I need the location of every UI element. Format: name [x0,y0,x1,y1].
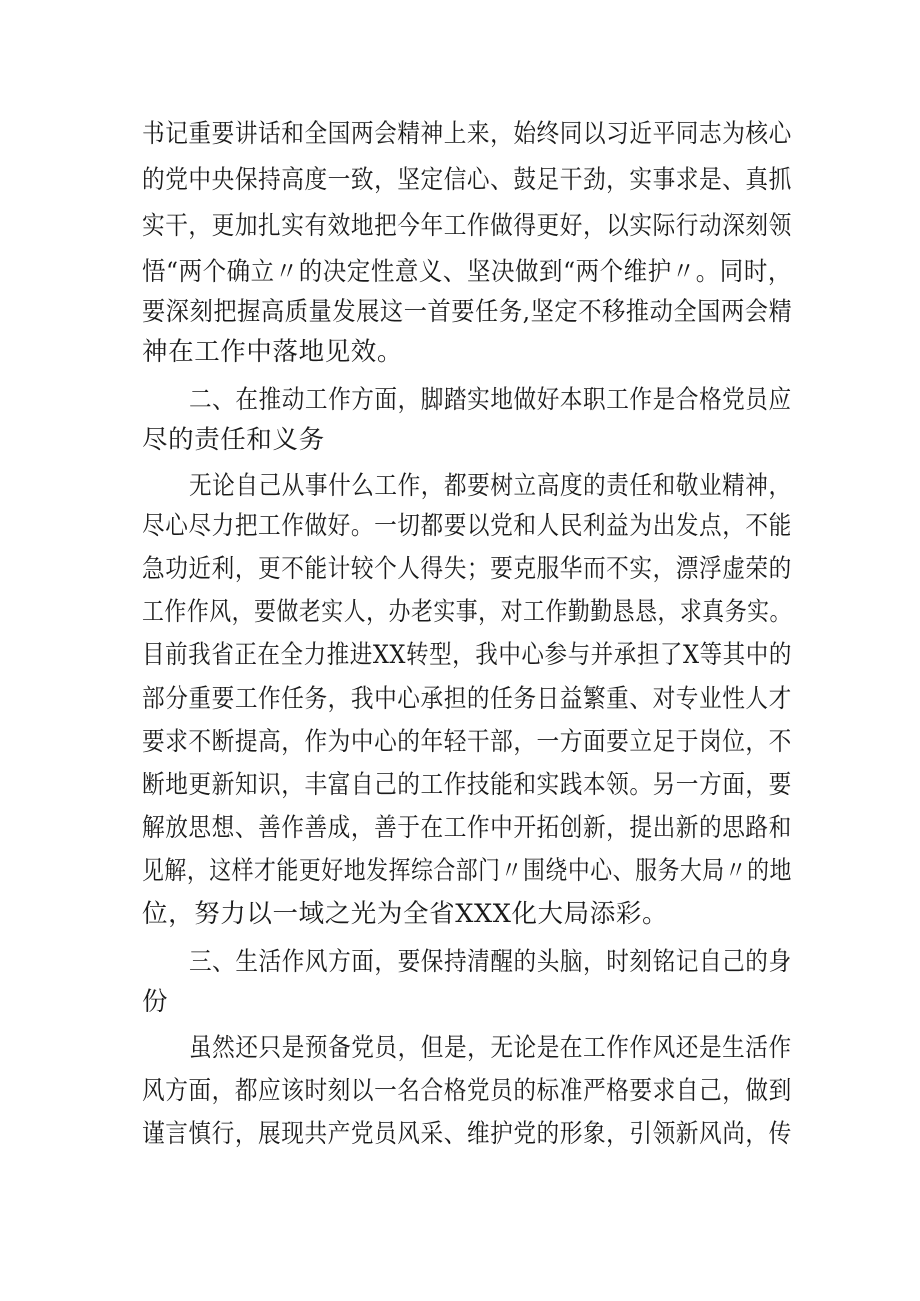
section-heading: 二、在推动工作方面，脚踏实地做好本职工作是合格党员应 [189,385,792,415]
text-line: 书记重要讲话和全国两会精神上来，始终同以习近平同志为核心 [142,119,792,149]
section-heading: 份 [142,987,169,1017]
text-line: 目前我省正在全力推进XX转型，我中心参与并承担了X等其中的 [142,640,792,670]
text-line: 断地更新知识，丰富自己的工作技能和实践本领。另一方面，要 [142,770,792,800]
text-line: 实干，更加扎实有效地把今年工作做得更好，以实际行动深刻领 [142,211,792,241]
text-line: 神在工作中落地见效。 [142,337,404,367]
section-heading: 尽的责任和义务 [142,425,325,455]
text-line: 要求不断提高，作为中心的年轻干部，一方面要立足于岗位，不 [142,727,792,757]
text-line: 尽心尽力把工作做好。一切都要以党和人民利益为出发点，不能 [142,511,792,541]
text-line: 要深刻把握高质量发展这一首要任务,坚定不移推动全国两会精 [142,297,793,327]
text-line: 部分重要工作任务，我中心承担的任务日益繁重、对专业性人才 [142,684,792,714]
text-line: 虽然还只是预备党员，但是，无论是在工作作风还是生活作 [189,1033,792,1063]
text-line: 见解，这样才能更好地发挥综合部门〃围绕中心、服务大局〃的地 [142,856,792,886]
text-line: 谨言慎行，展现共产党员风采、维护党的形象，引领新风尚，传 [142,1119,792,1149]
text-line: 无论自己从事什么工作，都要树立高度的责任和敬业精神， [189,471,792,501]
text-line: 风方面，都应该时刻以一名合格党员的标准严格要求自己，做到 [142,1076,792,1106]
text-line: 悟“两个确立〃的决定性意义、坚决做到“两个维护〃。同时， [142,257,792,287]
text-line: 的党中央保持高度一致，坚定信心、鼓足干劲，实事求是、真抓 [142,165,792,195]
section-heading: 三、生活作风方面，要保持清醒的头脑，时刻铭记自己的身 [189,947,792,977]
text-line: 急功近利，更不能计较个人得失；要克服华而不实，漂浮虚荣的 [142,554,792,584]
text-line: 位，努力以一域之光为全省XXX化大局添彩。 [142,899,669,929]
text-line: 解放思想、善作善成，善于在工作中开拓创新，提出新的思路和 [142,813,792,843]
text-line: 工作作风，要做老实人，办老实事，对工作勤勤恳恳，求真务实。 [142,597,792,627]
